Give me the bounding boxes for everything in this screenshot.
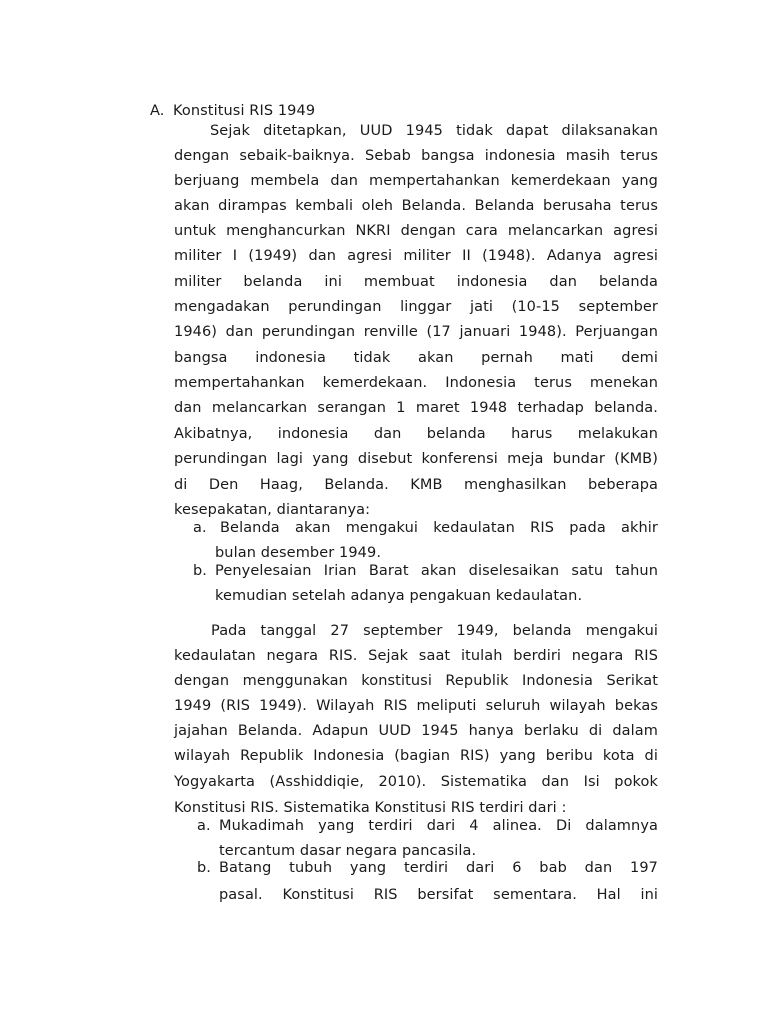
para2-line-2: kedaulatan negara RIS. Sejak saat itulah berdiri negara RIS [174,648,658,664]
para1-line-16: kesepakatan, diantaranya: [174,502,371,518]
list1-a-marker: a. [193,520,207,536]
para1-line-12: dan melancarkan serangan 1 maret 1948 terhadap belanda. [174,400,658,416]
list2-b-marker: b. [197,860,212,876]
para1-line-8: mengadakan perundingan linggar jati (10-15 september [174,299,658,315]
para1-line-4: akan dirampas kembali oleh Belanda. Belanda berusaha terus [174,198,658,214]
para1-line-3: berjuang membela dan mempertahankan kemerdekaan yang [174,173,658,189]
section-title: Konstitusi RIS 1949 [173,103,316,119]
list2-b-line-2: pasal. Konstitusi RIS bersifat sementara. Hal ini [219,887,658,903]
para2-line-5: jajahan Belanda. Adapun UUD 1945 hanya berlaku di dalam [174,723,658,739]
para1-line-14: perundingan lagi yang disebut konferensi meja bundar (KMB) [174,451,658,467]
para1-line-6: militer I (1949) dan agresi militer II (1948). Adanya agresi [174,248,658,264]
para1-line-15: di Den Haag, Belanda. KMB menghasilkan beberapa [174,477,658,493]
list2-a-line-1: Mukadimah yang terdiri dari 4 alinea. Di dalamnya [219,818,658,834]
para2-line-4: 1949 (RIS 1949). Wilayah RIS meliputi seluruh wilayah bekas [174,698,658,714]
para1-line-10: bangsa indonesia tidak akan pernah mati demi [174,350,658,366]
para1-line-13: Akibatnya, indonesia dan belanda harus melakukan [174,426,658,442]
list1-a-line-2: bulan desember 1949. [215,545,382,561]
para2-line-8: Konstitusi RIS. Sistematika Konstitusi RIS terdiri dari : [174,800,567,816]
para1-line-9: 1946) dan perundingan renville (17 januari 1948). Perjuangan [174,324,658,340]
list2-a-line-2: tercantum dasar negara pancasila. [219,843,477,859]
para2-line-6: wilayah Republik Indonesia (bagian RIS) yang beribu kota di [174,748,658,764]
para1-line-11: mempertahankan kemerdekaan. Indonesia terus menekan [174,375,658,391]
para2-line-3: dengan menggunakan konstitusi Republik Indonesia Serikat [174,673,658,689]
list2-a-marker: a. [197,818,211,834]
list1-b-line-2: kemudian setelah adanya pengakuan kedaulatan. [215,588,583,604]
section-number: A. [150,103,165,119]
list1-b-line-1: Penyelesaian Irian Barat akan diselesaikan satu tahun [215,563,658,579]
para1-line-1: Sejak ditetapkan, UUD 1945 tidak dapat dilaksanakan [210,123,658,139]
list1-b-marker: b. [193,563,208,579]
para2-line-7: Yogyakarta (Asshiddiqie, 2010). Sistematika dan Isi pokok [174,774,658,790]
list2-b-line-1: Batang tubuh yang terdiri dari 6 bab dan 197 [219,860,658,876]
para1-line-5: untuk menghancurkan NKRI dengan cara melancarkan agresi [174,223,658,239]
list1-a-line-1: Belanda akan mengakui kedaulatan RIS pada akhir [220,520,658,536]
para1-line-7: militer belanda ini membuat indonesia dan belanda [174,274,658,290]
para1-line-2: dengan sebaik-baiknya. Sebab bangsa indonesia masih terus [174,148,658,164]
para2-line-1: Pada tanggal 27 september 1949, belanda mengakui [211,623,658,639]
